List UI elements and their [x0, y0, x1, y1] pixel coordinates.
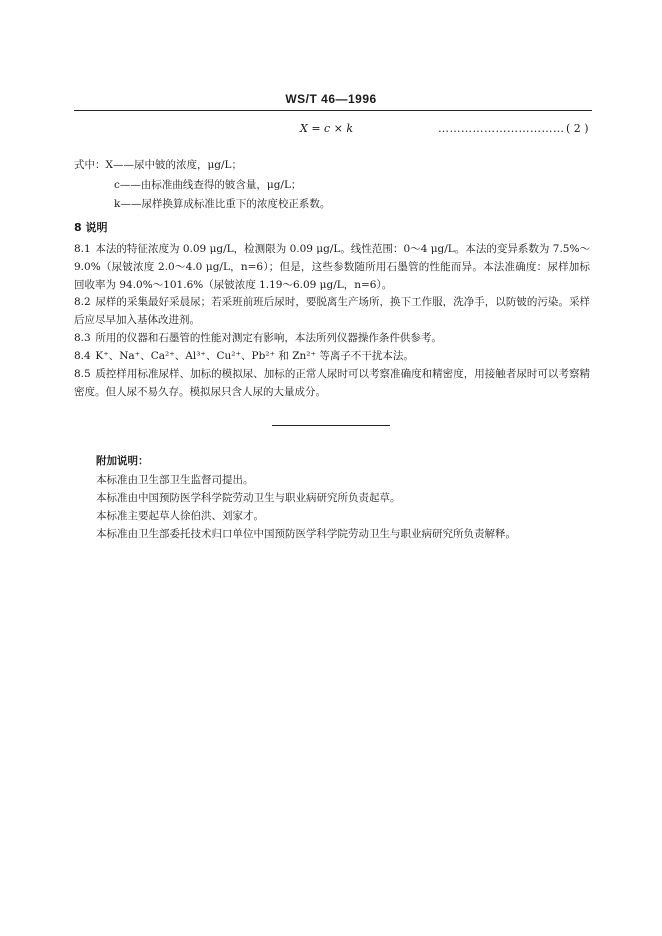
paragraph-8-5	[74, 365, 590, 401]
where-line-c: c——由标准曲线查得的铍含量，μg/L；	[114, 179, 302, 191]
paragraph-number: 8.2	[74, 296, 91, 308]
appendix-line: 本标准由中国预防医学科学院劳动卫生与职业病研究所负责起草。	[96, 492, 401, 504]
paragraph-text: 所用的仪器和石墨管的性能对测定有影响，本法所列仪器操作条件供参考。	[95, 332, 442, 344]
formula-expression: X = c × k	[300, 122, 354, 135]
paragraph-number: 8.5	[74, 368, 91, 380]
paragraph-text: 本法的特征浓度为 0.09 μg/L，检测限为 0.09 μg/L。线性范围：0～4 μg/L。本法的变异系数为 7.5%～9.0%（尿铍浓度 2.0～4.0 μg/L，n=6）；但是，这些参数随所用石墨管的性能而异。本法准确度：尿样加标回收率为 94.0%～101.6%（尿铍浓度 1.19～6.09 μg/L，n=6）。	[74, 243, 590, 291]
paragraph-8-3	[74, 329, 590, 347]
section-divider	[272, 425, 390, 426]
header-rule	[74, 110, 592, 111]
paragraph-number: 8.4	[74, 350, 91, 362]
appendix-title: 附加说明：	[96, 455, 149, 467]
formula-number: ( 2 )	[566, 122, 589, 135]
paragraph-8-1	[74, 240, 590, 294]
standard-code-header: WS/T 46—1996	[285, 92, 377, 106]
paragraph-text: 质控样用标准尿样、加标的模拟尿、加标的正常人尿时可以考察准确度和精密度，用接触者尿时可以考察精密度。但人尿不易久存。模拟尿只含人尿的大量成分。	[74, 368, 591, 398]
paragraph-text: K⁺、Na⁺、Ca²⁺、Al³⁺、Cu²⁺、Pb²⁺ 和 Zn²⁺ 等离子不干扰本法。	[95, 350, 414, 362]
paragraph-number: 8.3	[74, 332, 91, 344]
where-line-x: 式中：X——尿中铍的浓度，μg/L；	[74, 159, 243, 171]
paragraph-8-4	[74, 347, 590, 365]
paragraph-number: 8.1	[74, 243, 91, 255]
where-line-k: k——尿样换算成标准比重下的浓度校正系数。	[114, 198, 331, 210]
paragraph-8-2	[74, 293, 590, 329]
paragraph-text: 尿样的采集最好采晨尿；若采班前班后尿时，要脱离生产场所，换下工作服，洗净手，以防铍的污染。采样后应尽早加入基体改进剂。	[74, 296, 591, 326]
formula-leader-dots: ……………………………	[438, 122, 565, 135]
appendix-line: 本标准由卫生部委托技术归口单位中国预防医学科学院劳动卫生与职业病研究所负责解释。	[96, 528, 516, 540]
appendix-line: 本标准主要起草人徐伯洪、刘家才。	[96, 510, 264, 522]
appendix-line: 本标准由卫生部卫生监督司提出。	[96, 474, 254, 486]
section-title: 8 说明	[74, 221, 108, 234]
